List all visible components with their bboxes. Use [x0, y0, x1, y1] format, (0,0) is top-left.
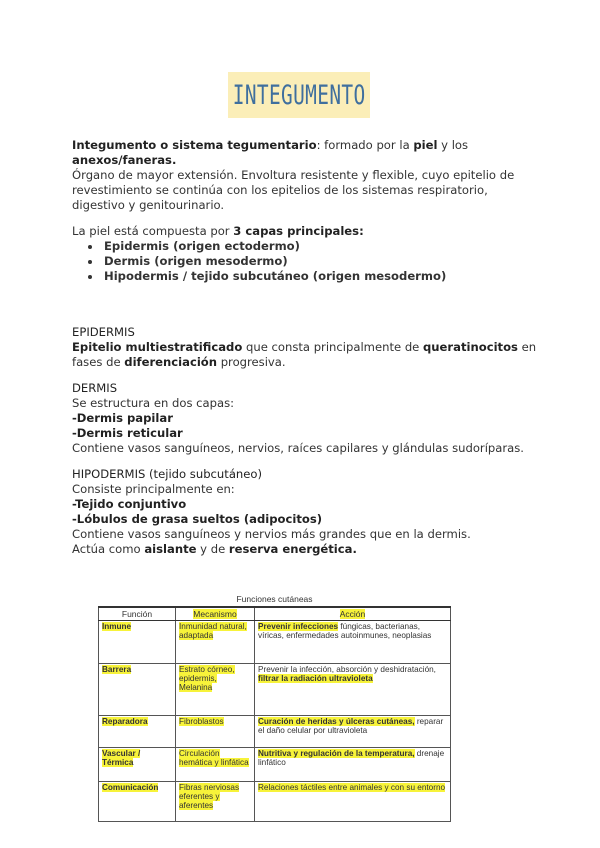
term-piel: piel: [413, 138, 438, 152]
hipodermis-line: -Lóbulos de grasa sueltos (adipocitos): [72, 512, 323, 526]
cell-text: Circulación hemática y linfática: [179, 749, 249, 767]
cell-text-highlight: Nutritiva y regulación de la temperatura,: [258, 749, 415, 758]
column-header-label: Mecanismo: [193, 609, 237, 619]
cell-funcion: [99, 664, 176, 716]
table-row: [99, 748, 451, 782]
functions-table: [98, 593, 451, 822]
hipodermis-term: reserva energética.: [228, 542, 357, 556]
hipodermis-line: Contiene vasos sanguíneos y nervios más grandes que en la dermis.: [72, 527, 471, 541]
hipodermis-term: aislante: [144, 542, 197, 556]
table-row: [99, 782, 451, 822]
hipodermis-heading: HIPODERMIS (tejido subcutáneo): [72, 467, 263, 481]
table-row: [99, 664, 451, 716]
dermis-line: -Dermis papilar: [72, 411, 173, 425]
cell-text: Inmune: [102, 622, 132, 631]
column-header: [255, 607, 451, 621]
epidermis-term: diferenciación: [124, 355, 218, 369]
intro-paragraph: Órgano de mayor extensión. Envoltura resistente y flexible, cuyo epitelio de revestimiento se continúa con los epitelios de los sistemas respiratorio, digestivo y genitourinario.: [72, 168, 515, 212]
column-header-label: Función: [121, 609, 153, 619]
cell-text: Prevenir la infección, absorción y deshidratación,: [258, 665, 436, 674]
cell-mecanismo: [176, 782, 255, 822]
hipodermis-text-part: Actúa como: [72, 542, 145, 556]
epidermis-text-part: que consta principalmente de: [242, 340, 423, 354]
cell-text-highlight: Prevenir infecciones: [258, 622, 339, 631]
cell-text: Estrato córneo, epidermis, Melanina: [179, 665, 235, 692]
list-item: • Dermis (origen mesodermo): [102, 254, 542, 269]
cell-funcion: [99, 621, 176, 664]
cell-accion: [255, 782, 451, 822]
epidermis-term: Epitelio multiestratificado: [72, 340, 243, 354]
column-header: [176, 607, 255, 621]
cell-text-highlight: Relaciones táctiles entre animales y con su entorno: [258, 783, 446, 792]
cell-text: reparar el daño celular por ultravioleta: [258, 717, 444, 735]
hipodermis-text-part: y de: [196, 542, 229, 556]
list-item: • Epidermis (origen ectodermo): [102, 239, 542, 254]
epidermis-section: [72, 325, 542, 370]
epidermis-text-part: en fases de: [72, 340, 537, 369]
cell-text: Comunicación: [102, 783, 159, 792]
intro-section: [72, 138, 542, 213]
column-header: [99, 607, 176, 621]
dermis-line: Se estructura en dos capas:: [72, 396, 235, 410]
intro-text: : formado por la: [316, 138, 414, 152]
hipodermis-line: [72, 542, 542, 557]
cell-text-highlight: filtrar la radiación ultravioleta: [258, 674, 373, 683]
page-title: INTEGUMENTO: [232, 79, 366, 111]
layers-lead: [72, 224, 542, 239]
cell-mecanismo: [176, 748, 255, 782]
cell-text-highlight: Curación de heridas y úlceras cutáneas,: [258, 717, 415, 726]
intro-line-1: [72, 138, 542, 153]
dermis-line: -Dermis reticular: [72, 426, 183, 440]
layers-section: [72, 224, 542, 284]
epidermis-heading: EPIDERMIS: [72, 325, 135, 339]
cell-mecanismo: [176, 716, 255, 748]
cell-text: fúngicas, bacterianas, víricas, enfermedades autoinmunes, neoplasias: [258, 622, 432, 640]
cell-mecanismo: [176, 664, 255, 716]
cell-text: Inmunidad natural, adaptada: [179, 622, 247, 640]
hipodermis-section: [72, 467, 542, 557]
cell-text: Reparadora: [102, 717, 148, 726]
dermis-section: [72, 381, 542, 456]
cell-accion: [255, 748, 451, 782]
table-caption: Funciones cutáneas: [99, 593, 451, 607]
table-row: [99, 621, 451, 664]
cell-funcion: [99, 782, 176, 822]
epidermis-text-part: progresiva.: [217, 355, 286, 369]
table-row: [99, 716, 451, 748]
hipodermis-line: -Tejido conjuntivo: [72, 497, 187, 511]
cell-funcion: [99, 716, 176, 748]
list-item: • Hipodermis / tejido subcutáneo (origen mesodermo): [102, 269, 542, 284]
cell-mecanismo: [176, 621, 255, 664]
cell-accion: [255, 621, 451, 664]
cell-accion: [255, 716, 451, 748]
cell-text: Barrera: [102, 665, 132, 674]
dermis-line: Contiene vasos sanguíneos, nervios, raíces capilares y glándulas sudoríparas.: [72, 441, 524, 455]
cell-text: Vascular / Térmica: [102, 749, 141, 767]
epidermis-text: [72, 340, 542, 370]
cell-text: drenaje linfático: [258, 749, 445, 767]
cell-text: Fibroblastos: [179, 717, 224, 726]
cell-text: Fibras nerviosas eferentes y aferentes: [179, 783, 240, 810]
term-anexos: anexos/faneras.: [72, 153, 177, 167]
layers-lead-bold: 3 capas principales:: [233, 224, 364, 238]
epidermis-term: queratinocitos: [423, 340, 518, 354]
column-header-label: Acción: [339, 609, 366, 619]
hipodermis-line: Consiste principalmente en:: [72, 482, 235, 496]
cell-funcion: [99, 748, 176, 782]
layers-lead-text: La piel está compuesta por: [72, 224, 234, 238]
intro-text: y los: [437, 138, 469, 152]
term-integumento: Integumento o sistema tegumentario: [72, 138, 317, 152]
dermis-heading: DERMIS: [72, 381, 118, 395]
title-highlight: [228, 72, 370, 118]
cell-accion: [255, 664, 451, 716]
layers-list: [72, 239, 542, 284]
